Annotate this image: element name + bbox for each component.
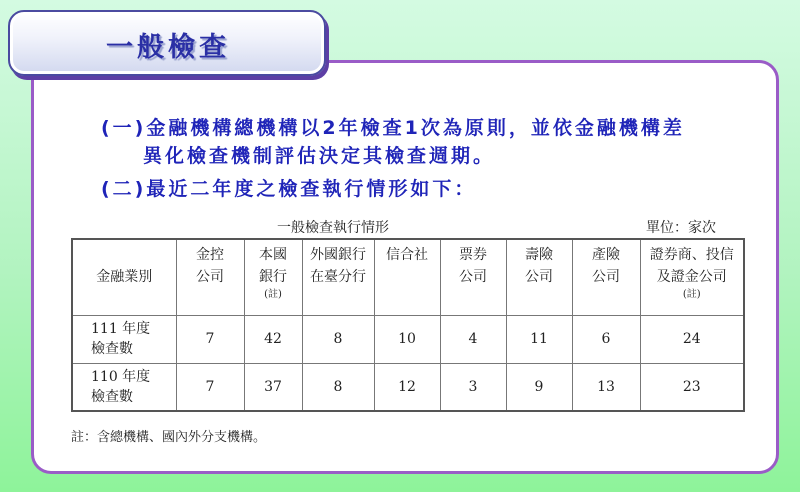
paragraph-2-text: 最近二年度之檢查執行情形如下： — [146, 178, 477, 200]
column-header: 金控 公司 — [176, 239, 244, 315]
table-cell: 7 — [176, 315, 244, 363]
table-unit: 單位：家次 — [646, 220, 716, 236]
table-cell: 8 — [302, 363, 374, 411]
table-cell: 37 — [244, 363, 302, 411]
table-cell: 11 — [506, 315, 572, 363]
column-header: 票券 公司 — [440, 239, 506, 315]
row-header-label: 金融業別 — [72, 239, 176, 315]
inspection-table — [71, 238, 745, 412]
paragraph-2-marker: (二) — [101, 178, 147, 200]
table-cell: 12 — [374, 363, 440, 411]
paragraph-1-marker: (一) — [101, 117, 147, 139]
column-header: 證券商、投信 及證金公司 (註) — [640, 239, 744, 315]
column-header: 本國 銀行 (註) — [244, 239, 302, 315]
table-footnote: 註：含總機構、國內外分支機構。 — [71, 430, 267, 445]
title-tab — [8, 10, 326, 76]
page-title: 一般檢查 — [106, 32, 230, 63]
table-row — [72, 363, 744, 411]
table-cell: 4 — [440, 315, 506, 363]
column-header: 壽險 公司 — [506, 239, 572, 315]
table-cell: 42 — [244, 315, 302, 363]
table-cell: 24 — [640, 315, 744, 363]
paragraph-1-text: 金融機構總機構以2年檢查1次為原則，並依金融機構差 — [146, 117, 685, 139]
table-cell: 9 — [506, 363, 572, 411]
column-header: 產險 公司 — [572, 239, 640, 315]
row-label: 111 年度 檢查數 — [72, 315, 176, 363]
table-header-row — [72, 239, 744, 315]
table-cell: 3 — [440, 363, 506, 411]
paragraph-1-line-1 — [101, 113, 685, 140]
table-cell: 7 — [176, 363, 244, 411]
paragraph-2 — [101, 174, 476, 201]
table-row — [72, 315, 744, 363]
table-cell: 8 — [302, 315, 374, 363]
table-cell: 23 — [640, 363, 744, 411]
table-cell: 13 — [572, 363, 640, 411]
paragraph-1-line-2: 異化檢查機制評估決定其檢查週期。 — [143, 145, 496, 167]
column-header: 信合社 — [374, 239, 440, 315]
table-cell: 6 — [572, 315, 640, 363]
table-cell: 10 — [374, 315, 440, 363]
row-label: 110 年度 檢查數 — [72, 363, 176, 411]
column-header: 外國銀行 在臺分行 — [302, 239, 374, 315]
table-caption: 一般檢查執行情形 — [277, 220, 389, 236]
